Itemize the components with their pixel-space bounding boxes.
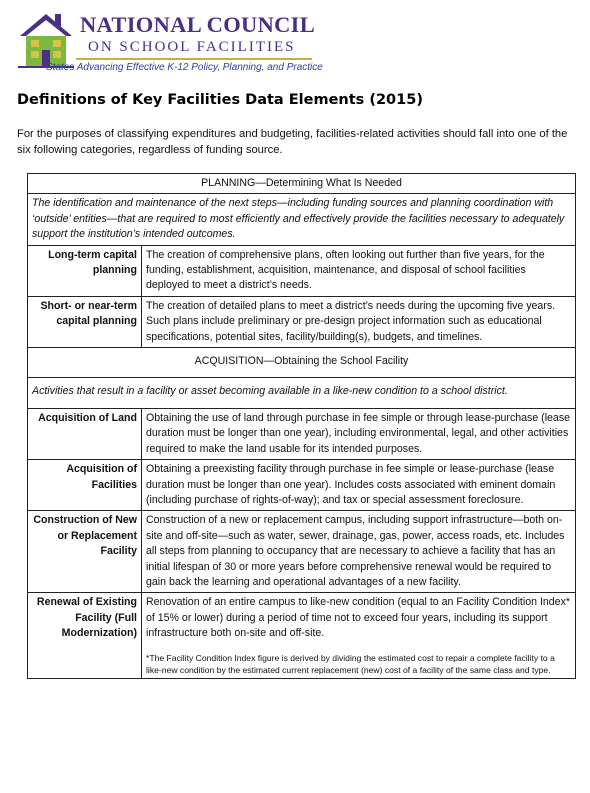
logo-divider [76, 58, 312, 60]
term-cell: Construction of New or Replacement Facility [28, 511, 142, 593]
table-row [28, 408, 576, 459]
section-heading-row [28, 174, 576, 194]
table-row [28, 511, 576, 593]
term-cell: Short- or near-term capital planning [28, 296, 142, 347]
table-row [28, 296, 576, 347]
definition-cell: Obtaining the use of land through purchase in fee simple or through lease-purchase (lease duration must be longer than one year), including environmental, legal, and other activities required to make the land usable for its intended purposes. [142, 408, 576, 459]
org-tagline: States Advancing Effective K-12 Policy, Planning, and Practice [46, 62, 323, 73]
section-description: The identification and maintenance of the next steps—including funding sources and planning coordination with ‘outside’ entities—that are required to most efficiently and effectively provide the facilities necessary to adequately support the institution’s intended outcomes. [28, 194, 576, 245]
term-cell: Acquisition of Land [28, 408, 142, 459]
table-row [28, 593, 576, 679]
org-subname: ON SCHOOL FACILITIES [88, 39, 296, 55]
ncsf-logo [16, 6, 323, 76]
section-description: Activities that result in a facility or asset becoming available in a like-new condition to a school district. [28, 378, 576, 408]
page-title: Definitions of Key Facilities Data Elements (2015) [17, 92, 423, 108]
section-heading: ACQUISITION—Obtaining the School Facility [28, 348, 576, 378]
section-heading: PLANNING—Determining What Is Needed [28, 174, 576, 194]
table-row [28, 245, 576, 296]
term-cell: Acquisition of Facilities [28, 460, 142, 511]
org-name: NATIONAL COUNCIL [80, 12, 316, 37]
definition-cell: Obtaining a preexisting facility through purchase in fee simple or lease-purchase (lease duration must be longer than one year). Includes costs associated with eminent domain (including purchase of rights-of-way); and tax or special assessment foreclosure. [142, 460, 576, 511]
school-house-logo-icon [18, 10, 74, 68]
definition-cell [142, 593, 576, 679]
table-row [28, 460, 576, 511]
term-cell: Renewal of Existing Facility (Full Modernization) [28, 593, 142, 679]
definition-cell: Construction of a new or replacement campus, including support infrastructure—both on-site and off-site—such as water, sewer, drainage, gas, power, access roads, etc. Includes all steps from planning to occupancy that are necessary to achieve a facility that has an initial lifespan of 30 or more years before comprehensive renewal would be required to gain back the learning and operational advantages of a new facility. [142, 511, 576, 593]
definition-cell: The creation of detailed plans to meet a district’s needs during the upcoming five years. Such plans include preliminary or pre-design project information such as educational specifications, potential sites, facility/building(s), budgets, and timelines. [142, 296, 576, 347]
definition-cell: The creation of comprehensive plans, often looking out further than five years, for the funding, establishment, acquisition, maintenance, and disposal of school facilities deployed to meet a district’s needs. [142, 245, 576, 296]
section-heading-row [28, 348, 576, 378]
definitions-table [27, 173, 576, 679]
definition-text: Renovation of an entire campus to like-new condition (equal to an Facility Condition Index* of 15% or lower) during a period of time not to exceed four years, including its support infrastructure both on-site and off-site. [146, 596, 570, 640]
section-description-row [28, 194, 576, 245]
section-description-row [28, 378, 576, 408]
term-cell: Long-term capital planning [28, 245, 142, 296]
footnote: *The Facility Condition Index figure is derived by dividing the estimated cost to repair a complete facility to a like-new condition by the estimated current replacement (new) cost of a facility of the same class and type. [146, 652, 555, 675]
intro-paragraph: For the purposes of classifying expenditures and budgeting, facilities-related activities should fall into one of the six following categories, regardless of funding source. [17, 128, 568, 156]
